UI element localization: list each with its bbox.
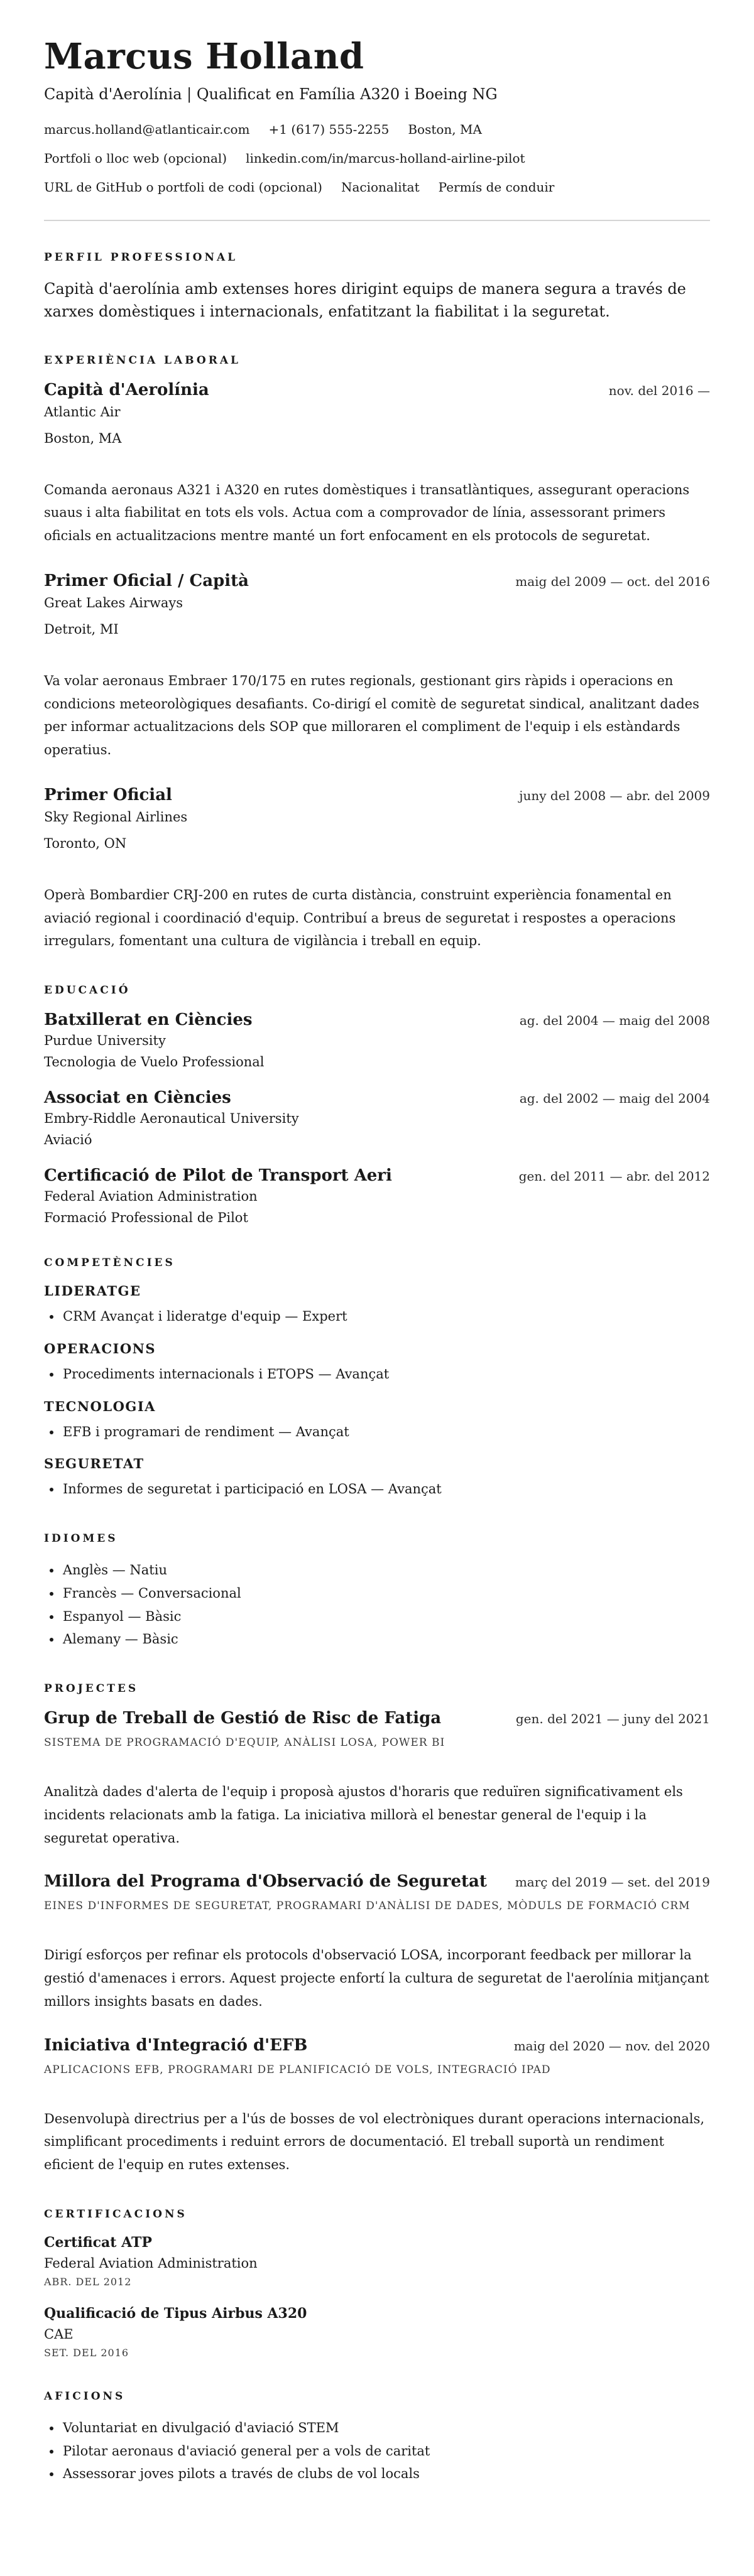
skill-list	[44, 1305, 710, 1328]
experience-entry	[44, 571, 710, 762]
skill-list	[44, 1421, 710, 1444]
degree-date: ag. del 2002 — maig del 2004	[519, 1091, 710, 1107]
degree-title: Batxillerat en Ciències	[44, 1010, 253, 1030]
job-date: nov. del 2016 —	[608, 382, 710, 398]
skill-category: TECNOLOGIA	[44, 1398, 156, 1414]
contact-location: Boston, MA	[408, 121, 482, 137]
hobby-item: • Pilotar aeronaus d'aviació general per a vols de caritat	[62, 2440, 710, 2463]
study-field: Aviació	[44, 1132, 92, 1148]
certification-name: Qualificació de Tipus Airbus A320	[44, 2305, 307, 2322]
job-company: Sky Regional Airlines	[44, 809, 188, 825]
contact-license: Permís de conduir	[438, 179, 555, 195]
certification-issuer: Federal Aviation Administration	[44, 2255, 258, 2271]
section-title: AFICIONS	[44, 2389, 126, 2403]
school-name: Federal Aviation Administration	[44, 1189, 258, 1204]
project-description: Desenvolupà directrius per a l'ús de bosses de vol electròniques durant operacions internacionals, simplificant procediments i reduint errors de documentació. El treball suportà un rendiment eficient de l'equip en rutes extenses.	[44, 2111, 705, 2173]
skill-list	[44, 1363, 710, 1386]
summary-text: Capità d'aerolínia amb extenses hores dirigint equips de manera segura a través de xarxes domèstiques i internacionals, enfatitzant la fiabilitat i la seguretat.	[44, 279, 686, 320]
project-title: Grup de Treball de Gestió de Risc de Fatiga	[44, 1709, 442, 1728]
skill-item: • EFB i programari de rendiment — Avançat	[62, 1421, 710, 1444]
certification-entry	[44, 2305, 710, 2359]
study-field: Formació Professional de Pilot	[44, 1210, 248, 1226]
contact-nationality: Nacionalitat	[341, 179, 420, 195]
job-description: Operà Bombardier CRJ-200 en rutes de curta distància, construint experiència fonamental en aviació regional i coordinació d'equip. Contribuí a breus de seguretat i respostes a operacions irregulars, fomentant una cultura de vigilància i treball en equip.	[44, 887, 676, 949]
job-description: Va volar aeronaus Embraer 170/175 en rutes regionals, gestionant girs ràpids i operacions en condicions meteorològiques desafiants. Co-dirigí el comitè de seguretat sindical, analitzant dades per informar actualitzacions dels SOP que milloraren el compliment de l'equip i els estàndards operatius.	[44, 673, 699, 758]
degree-date: gen. del 2011 — abr. del 2012	[518, 1169, 710, 1184]
contact-portfolio[interactable]: Portfoli o lloc web (opcional)	[44, 150, 227, 166]
project-tech: SISTEMA DE PROGRAMACIÓ D'EQUIP, ANÀLISI LOSA, POWER BI	[44, 1736, 445, 1750]
project-title: Iniciativa d'Integració d'EFB	[44, 2035, 308, 2055]
contact-linkedin[interactable]: linkedin.com/in/marcus-holland-airline-pilot	[246, 150, 525, 166]
language-item: • Francès — Conversacional	[62, 1582, 710, 1605]
project-date: gen. del 2021 — juny del 2021	[515, 1711, 710, 1727]
education-entry	[44, 1166, 710, 1225]
contact-row-links	[44, 151, 710, 166]
certification-date: SET. DEL 2016	[44, 2346, 129, 2359]
education-entry	[44, 1010, 710, 1069]
certifications-section	[44, 2208, 710, 2359]
education-section	[44, 984, 710, 1225]
contact-row-primary	[44, 122, 710, 137]
project-entry	[44, 1709, 710, 1849]
candidate-headline: Capità d'Aerolínia | Qualificat en Família A320 i Boeing NG	[44, 85, 498, 103]
summary-section	[44, 251, 710, 323]
project-description: Analitzà dades d'alerta de l'equip i proposà ajustos d'horaris que reduïren significativament els incidents relacionats amb la fatiga. La iniciativa millorà el benestar general de l'equip i la seguretat operativa.	[44, 1784, 683, 1846]
projects-section	[44, 1682, 710, 2177]
study-field: Tecnologia de Vuelo Professional	[44, 1054, 265, 1070]
section-title: EDUCACIÓ	[44, 984, 131, 997]
job-title: Primer Oficial	[44, 785, 172, 804]
certification-entry	[44, 2234, 710, 2288]
language-item: • Anglès — Natiu	[62, 1559, 710, 1582]
section-title: EXPERIÈNCIA LABORAL	[44, 354, 241, 367]
contact-github[interactable]: URL de GitHub o portfoli de codi (opcional)	[44, 179, 322, 195]
job-location: Detroit, MI	[44, 621, 119, 637]
job-title: Capità d'Aerolínia	[44, 380, 209, 399]
contact-row-extra	[44, 180, 710, 195]
experience-entry	[44, 786, 710, 953]
hobby-list	[44, 2416, 710, 2486]
resume-header	[44, 38, 710, 195]
job-location: Toronto, ON	[44, 835, 127, 851]
project-entry	[44, 2036, 710, 2177]
section-title: PROJECTES	[44, 1682, 139, 1696]
hobby-item: • Voluntariat en divulgació d'aviació STEM	[62, 2416, 710, 2440]
job-date: maig del 2009 — oct. del 2016	[515, 573, 710, 589]
section-title: IDIOMES	[44, 1532, 118, 1545]
project-entry	[44, 1872, 710, 2013]
language-list	[44, 1559, 710, 1651]
languages-section	[44, 1532, 710, 1651]
skill-item: • Informes de seguretat i participació en LOSA — Avançat	[62, 1478, 710, 1501]
job-company: Great Lakes Airways	[44, 595, 183, 610]
experience-section	[44, 354, 710, 953]
certification-issuer: CAE	[44, 2326, 74, 2342]
contact-email[interactable]: marcus.holland@atlanticair.com	[44, 121, 250, 137]
school-name: Embry-Riddle Aeronautical University	[44, 1111, 299, 1127]
skill-category: OPERACIONS	[44, 1340, 156, 1356]
section-title: CERTIFICACIONS	[44, 2207, 187, 2221]
job-title: Primer Oficial / Capità	[44, 571, 249, 590]
job-location: Boston, MA	[44, 430, 122, 446]
job-company: Atlantic Air	[44, 404, 121, 419]
skills-section	[44, 1257, 710, 1501]
section-title: COMPETÈNCIES	[44, 1257, 175, 1270]
degree-title: Associat en Ciències	[44, 1088, 231, 1108]
project-tech: APLICACIONS EFB, PROGRAMARI DE PLANIFICACIÓ DE VOLS, INTEGRACIÓ IPAD	[44, 2063, 551, 2076]
language-item: • Alemany — Bàsic	[62, 1628, 710, 1651]
hobbies-section	[44, 2390, 710, 2486]
skill-item: • Procediments internacionals i ETOPS — Avançat	[62, 1363, 710, 1386]
degree-date: ag. del 2004 — maig del 2008	[519, 1013, 710, 1029]
project-date: març del 2019 — set. del 2019	[515, 1875, 710, 1890]
job-date: juny del 2008 — abr. del 2009	[519, 787, 710, 803]
skill-item: • CRM Avançat i lideratge d'equip — Expert	[62, 1305, 710, 1328]
language-item: • Espanyol — Bàsic	[62, 1605, 710, 1628]
candidate-name: Marcus Holland	[44, 36, 364, 77]
job-description: Comanda aeronaus A321 i A320 en rutes domèstiques i transatlàntiques, assegurant operacions suaus i alta fiabilitat en tots els vols. Actua com a comprovador de línia, assessorant primers oficials en actualitzacions mentre manté un fort enfocament en els protocols de seguretat.	[44, 482, 690, 544]
project-title: Millora del Programa d'Observació de Seguretat	[44, 1872, 487, 1891]
project-description: Dirigí esforços per refinar els protocols d'observació LOSA, incorporant feedback per millorar la gestió d'amenaces i errors. Aquest projecte enfortí la cultura de seguretat de l'aerolínia mitjançant millors insights basats en dades.	[44, 1947, 709, 2009]
project-tech: EINES D'INFORMES DE SEGURETAT, PROGRAMARI D'ANÀLISI DE DADES, MÒDULS DE FORMACIÓ CRM	[44, 1900, 691, 1913]
section-title: PERFIL PROFESSIONAL	[44, 251, 238, 264]
hobby-item: • Assessorar joves pilots a través de clubs de vol locals	[62, 2462, 710, 2486]
project-date: maig del 2020 — nov. del 2020	[513, 2038, 710, 2054]
education-entry	[44, 1088, 710, 1147]
skill-category: SEGURETAT	[44, 1456, 145, 1472]
experience-entry	[44, 381, 710, 548]
degree-title: Certificació de Pilot de Transport Aeri	[44, 1166, 392, 1186]
skill-category: LIDERATGE	[44, 1283, 141, 1299]
header-divider	[44, 220, 710, 221]
skill-list	[44, 1478, 710, 1501]
certification-date: ABR. DEL 2012	[44, 2275, 132, 2288]
certification-name: Certificat ATP	[44, 2234, 152, 2251]
contact-phone[interactable]: +1 (617) 555-2255	[268, 121, 390, 137]
school-name: Purdue University	[44, 1033, 166, 1049]
